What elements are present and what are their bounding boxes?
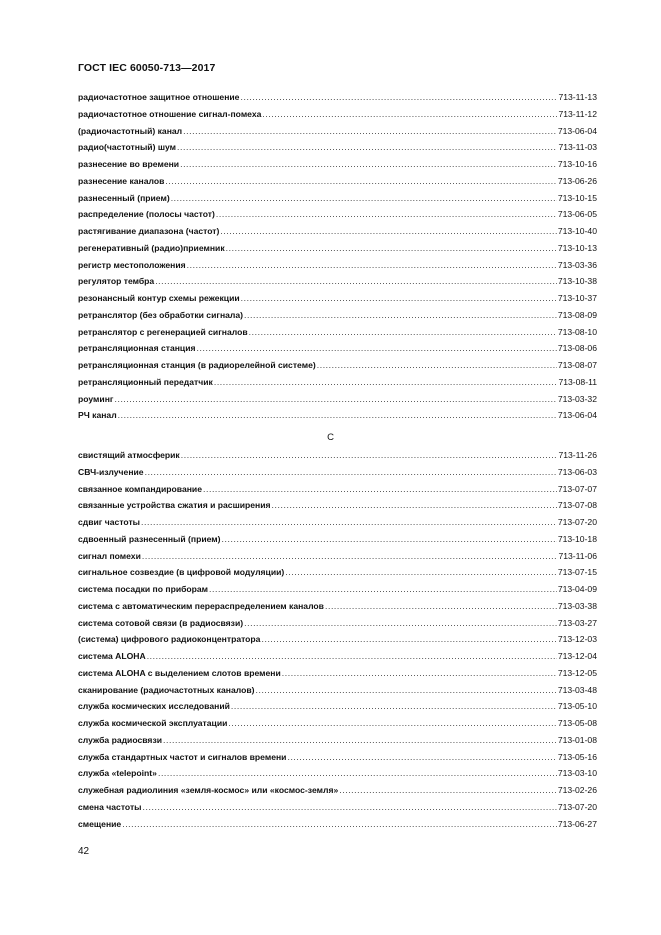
dot-leader [209,584,557,594]
dot-leader [339,785,557,795]
index-term: (система) цифрового радиоконцентратора [78,634,261,645]
index-term: ретрансляционный передатчик [78,376,213,387]
index-entry [78,701,597,718]
index-entry [78,567,597,584]
dot-leader [177,142,557,152]
index-term: система сотовой связи (в радиосвязи) [78,617,244,628]
index-entry [78,243,597,260]
index-entry [78,142,597,159]
index-entry [78,226,597,243]
index-term: ретрансляционная станция [78,343,196,354]
index-code: 713-06-05 [557,209,597,220]
index-code: 713-03-27 [557,617,597,628]
index-code: 713-10-16 [557,159,597,169]
index-code: 713-08-09 [557,309,597,320]
index-code: 713-08-07 [557,360,597,370]
index-code: 713-12-04 [557,651,597,661]
index-entry [78,819,597,836]
dot-leader [155,276,557,286]
index-term: свистящий атмосферик [78,450,180,460]
index-code: 713-02-26 [557,785,597,795]
index-code: 713-01-08 [557,734,597,745]
index-entry [78,785,597,802]
index-entry [78,752,597,769]
index-code: 713-05-16 [557,751,597,762]
index-term: радиочастотное защитное отношение [78,92,240,102]
index-term: служебная радиолиния «земля-космос» или «космос-земля» [78,785,339,795]
index-entry [78,601,597,618]
index-entry [78,551,597,568]
page-number: 42 [78,846,90,857]
dot-leader [114,394,556,404]
index-entry [78,618,597,635]
index-term: сигнал помехи [78,550,141,561]
index-code: 713-07-07 [557,483,597,494]
index-code: 713-10-38 [557,276,597,287]
index-term: служба стандартных частот и сигналов времени [78,751,287,762]
index-entry [78,92,597,109]
index-term: сигнальное созвездие (в цифровой модуляции) [78,567,285,578]
index-entry [78,517,597,534]
index-term: регулятор тембра [78,276,155,287]
dot-leader [214,377,558,387]
index-term: служба «telepoint» [78,768,157,779]
index-code: 713-03-48 [557,684,597,695]
index-term: резонансный контур схемы режекции [78,293,240,303]
index-entry [78,467,597,484]
index-code: 713-03-38 [557,600,597,611]
index-term: распределение (полосы частот) [78,209,215,220]
index-entry [78,768,597,785]
index-code: 713-03-36 [557,259,597,270]
dot-leader [285,567,557,577]
dot-leader [187,260,557,270]
index-entry [78,343,597,360]
index-entry [78,584,597,601]
index-entry [78,735,597,752]
dot-leader [145,467,557,477]
dot-leader [244,310,557,320]
index-code: 713-11-26 [558,450,597,460]
index-entry [78,193,597,210]
index-entry [78,651,597,668]
dot-leader [244,618,557,628]
index-term: радио(частотный) шум [78,142,177,153]
index-entry [78,802,597,819]
index-term: ретрансляционная станция (в радиорелейной системе) [78,360,316,370]
dot-leader [203,484,557,494]
index-code: 713-10-40 [557,226,597,236]
index-code: 713-10-18 [557,533,597,544]
index-code: 713-12-05 [557,667,597,678]
index-code: 713-11-03 [558,142,597,153]
dot-leader [143,802,557,812]
index-list-section-2 [78,450,597,835]
index-entry [78,260,597,277]
dot-leader [226,243,557,253]
index-term: связанные устройства сжатия и расширения [78,500,271,511]
index-entry [78,500,597,517]
section-letter: С [327,432,334,443]
dot-leader [228,718,556,728]
index-entry [78,394,597,411]
dot-leader [197,343,557,353]
index-code: 713-12-03 [557,634,597,645]
index-entry [78,668,597,685]
index-entry [78,634,597,651]
index-code: 713-07-08 [557,500,597,511]
index-code: 713-10-13 [557,242,597,253]
index-code: 713-06-03 [557,466,597,477]
index-entry [78,159,597,176]
index-code: 713-05-10 [557,701,597,712]
dot-leader [222,534,557,544]
index-code: 713-11-12 [558,108,597,119]
index-entry [78,718,597,735]
index-entry [78,109,597,126]
index-code: 713-06-26 [557,175,597,186]
index-entry [78,534,597,551]
index-code: 713-08-10 [557,326,597,337]
index-entry [78,410,597,427]
index-entry [78,685,597,702]
index-code: 713-06-27 [557,818,597,829]
index-term: служба радиосвязи [78,734,162,745]
index-entry [78,310,597,327]
dot-leader [220,226,556,236]
index-code: 713-07-15 [557,567,597,578]
index-entry [78,126,597,143]
dot-leader [165,176,556,186]
index-term: система посадки по приборам [78,584,209,594]
index-code: 713-08-06 [557,343,597,354]
index-term: смена частоты [78,801,142,812]
index-code: 713-04-09 [557,584,597,594]
index-code: 713-11-13 [558,92,597,102]
index-term: сдвиг частоты [78,517,140,527]
index-entry [78,377,597,394]
index-code: 713-06-04 [557,410,597,421]
dot-leader [317,360,557,370]
dot-leader [141,517,557,527]
index-code: 713-11-06 [558,550,597,561]
dot-leader [287,752,556,762]
dot-leader [231,701,557,711]
index-code: 713-10-37 [557,293,597,303]
index-term: сканирование (радиочастотных каналов) [78,684,255,695]
dot-leader [255,685,556,695]
index-entry [78,176,597,193]
index-term: ретранслятор (без обработки сигнала) [78,309,244,320]
index-term: служба космической эксплуатации [78,718,228,728]
dot-leader [272,500,557,510]
dot-leader [158,768,557,778]
index-code: 713-07-20 [557,801,597,812]
index-entry [78,450,597,467]
index-term: ретранслятор с регенерацией сигналов [78,326,248,337]
index-term: регистр местоположения [78,259,186,270]
index-term: разнесение каналов [78,175,165,186]
dot-leader [180,159,557,169]
index-code: 713-06-04 [557,125,597,136]
dot-leader [142,551,558,561]
dot-leader [249,327,557,337]
index-term: СВЧ-излучение [78,466,144,477]
dot-leader [240,92,557,102]
dot-leader [183,126,557,136]
index-entry [78,209,597,226]
index-term: радиочастотное отношение сигнал-помеха [78,108,262,119]
index-term: система ALOHA [78,651,146,661]
dot-leader [122,819,557,829]
dot-leader [163,735,557,745]
dot-leader [216,209,557,219]
index-term: разнесение во времени [78,159,180,169]
dot-leader [171,193,557,203]
index-term: смещение [78,818,122,829]
index-term: РЧ канал [78,410,117,421]
index-term: (радиочастотный) канал [78,125,183,136]
index-term: разнесенный (прием) [78,192,170,203]
index-code: 713-10-15 [557,192,597,203]
index-code: 713-05-08 [557,718,597,728]
dot-leader [325,601,557,611]
dot-leader [118,410,557,420]
dot-leader [241,293,557,303]
index-term: регенеративный (радио)приемник [78,242,225,253]
dot-leader [282,668,557,678]
dot-leader [181,450,558,460]
index-code: 713-03-10 [557,768,597,779]
dot-leader [261,634,556,644]
index-entry [78,276,597,293]
dot-leader [147,651,557,661]
index-code: 713-08-11 [558,376,597,387]
document-header: ГОСТ IEC 60050-713—2017 [78,62,216,74]
index-entry [78,360,597,377]
index-code: 713-03-32 [557,393,597,404]
index-entry [78,293,597,310]
index-term: сдвоенный разнесенный (прием) [78,533,221,544]
index-term: растягивание диапазона (частот) [78,226,220,236]
index-term: система с автоматическим перераспределением каналов [78,600,324,611]
index-code: 713-07-20 [557,517,597,527]
dot-leader [262,109,557,119]
index-term: связанное компандирование [78,483,202,494]
index-term: система ALOHA с выделением слотов времени [78,667,281,678]
index-list-section-1 [78,92,597,427]
index-entry [78,327,597,344]
index-term: роуминг [78,393,114,404]
index-term: служба космических исследований [78,701,230,712]
index-entry [78,484,597,501]
